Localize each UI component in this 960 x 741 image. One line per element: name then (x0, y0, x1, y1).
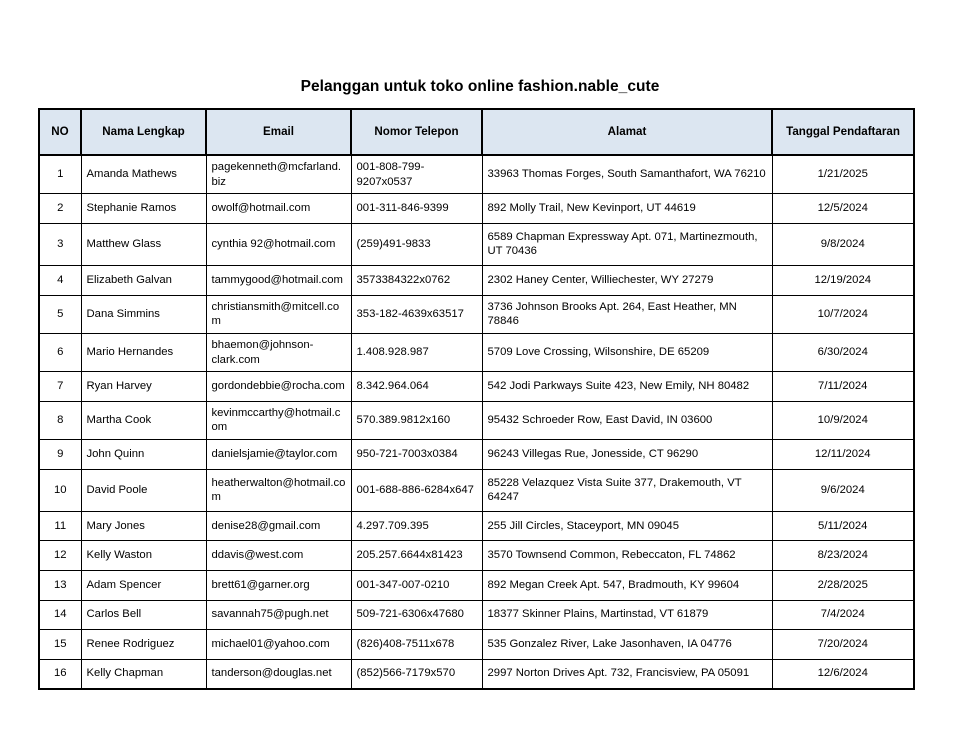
table-body (39, 155, 914, 689)
cell-name: Dana Simmins (81, 295, 206, 333)
column-header-date: Tanggal Pendaftaran (772, 109, 914, 155)
cell-no: 1 (39, 155, 81, 194)
cell-date: 10/9/2024 (772, 401, 914, 439)
cell-phone: 001-347-007-0210 (351, 570, 482, 600)
cell-date: 7/11/2024 (772, 372, 914, 402)
cell-address: 96243 Villegas Rue, Jonesside, CT 96290 (482, 440, 772, 470)
cell-date: 9/8/2024 (772, 223, 914, 265)
table-row[interactable] (39, 659, 914, 689)
cell-address: 542 Jodi Parkways Suite 423, New Emily, NH 80482 (482, 372, 772, 402)
cell-no: 3 (39, 223, 81, 265)
cell-no: 14 (39, 600, 81, 630)
cell-email: cynthia 92@hotmail.com (206, 223, 351, 265)
cell-name: David Poole (81, 469, 206, 511)
cell-phone: 8.342.964.064 (351, 372, 482, 402)
cell-address: 85228 Velazquez Vista Suite 377, Drakemouth, VT 64247 (482, 469, 772, 511)
cell-phone: 1.408.928.987 (351, 333, 482, 371)
table-row[interactable] (39, 223, 914, 265)
cell-no: 12 (39, 541, 81, 571)
cell-date: 12/19/2024 (772, 265, 914, 295)
cell-address: 5709 Love Crossing, Wilsonshire, DE 65209 (482, 333, 772, 371)
cell-date: 12/11/2024 (772, 440, 914, 470)
cell-no: 13 (39, 570, 81, 600)
cell-email: kevinmccarthy@hotmail.com (206, 401, 351, 439)
cell-address: 2997 Norton Drives Apt. 732, Francisview, PA 05091 (482, 659, 772, 689)
cell-no: 15 (39, 630, 81, 660)
table-row[interactable] (39, 541, 914, 571)
cell-date: 5/11/2024 (772, 511, 914, 541)
table-row[interactable] (39, 295, 914, 333)
cell-address: 255 Jill Circles, Staceyport, MN 09045 (482, 511, 772, 541)
cell-no: 2 (39, 194, 81, 224)
cell-no: 4 (39, 265, 81, 295)
cell-address: 3570 Townsend Common, Rebeccaton, FL 74862 (482, 541, 772, 571)
cell-no: 11 (39, 511, 81, 541)
cell-address: 892 Megan Creek Apt. 547, Bradmouth, KY 99604 (482, 570, 772, 600)
cell-email: ddavis@west.com (206, 541, 351, 571)
cell-no: 9 (39, 440, 81, 470)
table-row[interactable] (39, 630, 914, 660)
cell-name: Elizabeth Galvan (81, 265, 206, 295)
column-header-phone: Nomor Telepon (351, 109, 482, 155)
cell-name: John Quinn (81, 440, 206, 470)
column-header-no: NO (39, 109, 81, 155)
cell-phone: 001-808-799-9207x0537 (351, 155, 482, 194)
cell-phone: (852)566-7179x570 (351, 659, 482, 689)
table-header-row (39, 109, 914, 155)
customer-table (38, 108, 915, 690)
cell-name: Mario Hernandes (81, 333, 206, 371)
table-header (39, 109, 914, 155)
cell-no: 7 (39, 372, 81, 402)
cell-phone: 3573384322x0762 (351, 265, 482, 295)
cell-name: Renee Rodriguez (81, 630, 206, 660)
cell-date: 7/20/2024 (772, 630, 914, 660)
cell-name: Matthew Glass (81, 223, 206, 265)
cell-name: Carlos Bell (81, 600, 206, 630)
cell-name: Adam Spencer (81, 570, 206, 600)
cell-date: 7/4/2024 (772, 600, 914, 630)
cell-email: heatherwalton@hotmail.com (206, 469, 351, 511)
cell-name: Kelly Waston (81, 541, 206, 571)
cell-address: 535 Gonzalez River, Lake Jasonhaven, IA 04776 (482, 630, 772, 660)
cell-email: michael01@yahoo.com (206, 630, 351, 660)
cell-phone: (826)408-7511x678 (351, 630, 482, 660)
cell-date: 1/21/2025 (772, 155, 914, 194)
column-header-email: Email (206, 109, 351, 155)
cell-phone: 001-688-886-6284x647 (351, 469, 482, 511)
cell-date: 12/5/2024 (772, 194, 914, 224)
table-row[interactable] (39, 401, 914, 439)
table-row[interactable] (39, 372, 914, 402)
cell-address: 892 Molly Trail, New Kevinport, UT 44619 (482, 194, 772, 224)
cell-date: 9/6/2024 (772, 469, 914, 511)
table-row[interactable] (39, 469, 914, 511)
cell-address: 95432 Schroeder Row, East David, IN 03600 (482, 401, 772, 439)
cell-phone: 570.389.9812x160 (351, 401, 482, 439)
cell-address: 6589 Chapman Expressway Apt. 071, Martinezmouth, UT 70436 (482, 223, 772, 265)
cell-email: tammygood@hotmail.com (206, 265, 351, 295)
table-row[interactable] (39, 155, 914, 194)
cell-no: 5 (39, 295, 81, 333)
customer-table-container (38, 108, 913, 690)
column-header-address: Alamat (482, 109, 772, 155)
cell-phone: (259)491-9833 (351, 223, 482, 265)
cell-email: tanderson@douglas.net (206, 659, 351, 689)
cell-email: brett61@garner.org (206, 570, 351, 600)
cell-no: 10 (39, 469, 81, 511)
cell-email: danielsjamie@taylor.com (206, 440, 351, 470)
cell-email: bhaemon@johnson-clark.com (206, 333, 351, 371)
cell-no: 6 (39, 333, 81, 371)
cell-address: 18377 Skinner Plains, Martinstad, VT 61879 (482, 600, 772, 630)
cell-email: denise28@gmail.com (206, 511, 351, 541)
table-row[interactable] (39, 333, 914, 371)
cell-phone: 509-721-6306x47680 (351, 600, 482, 630)
cell-phone: 001-311-846-9399 (351, 194, 482, 224)
cell-address: 2302 Haney Center, Williechester, WY 27279 (482, 265, 772, 295)
cell-email: gordondebbie@rocha.com (206, 372, 351, 402)
cell-no: 8 (39, 401, 81, 439)
cell-date: 12/6/2024 (772, 659, 914, 689)
cell-no: 16 (39, 659, 81, 689)
cell-email: savannah75@pugh.net (206, 600, 351, 630)
table-row[interactable] (39, 570, 914, 600)
cell-phone: 205.257.6644x81423 (351, 541, 482, 571)
table-row[interactable] (39, 194, 914, 224)
cell-name: Martha Cook (81, 401, 206, 439)
cell-email: pagekenneth@mcfarland.biz (206, 155, 351, 194)
cell-date: 10/7/2024 (772, 295, 914, 333)
table-row[interactable] (39, 600, 914, 630)
cell-name: Stephanie Ramos (81, 194, 206, 224)
cell-phone: 353-182-4639x63517 (351, 295, 482, 333)
cell-name: Amanda Mathews (81, 155, 206, 194)
column-header-name: Nama Lengkap (81, 109, 206, 155)
table-row[interactable] (39, 511, 914, 541)
cell-address: 3736 Johnson Brooks Apt. 264, East Heather, MN 78846 (482, 295, 772, 333)
cell-email: christiansmith@mitcell.com (206, 295, 351, 333)
cell-date: 6/30/2024 (772, 333, 914, 371)
cell-date: 2/28/2025 (772, 570, 914, 600)
cell-date: 8/23/2024 (772, 541, 914, 571)
cell-email: owolf@hotmail.com (206, 194, 351, 224)
cell-phone: 950-721-7003x0384 (351, 440, 482, 470)
cell-name: Kelly Chapman (81, 659, 206, 689)
table-row[interactable] (39, 440, 914, 470)
cell-name: Ryan Harvey (81, 372, 206, 402)
cell-name: Mary Jones (81, 511, 206, 541)
cell-address: 33963 Thomas Forges, South Samanthafort, WA 76210 (482, 155, 772, 194)
page-title: Pelanggan untuk toko online fashion.nable_cute (300, 78, 660, 95)
cell-phone: 4.297.709.395 (351, 511, 482, 541)
table-row[interactable] (39, 265, 914, 295)
